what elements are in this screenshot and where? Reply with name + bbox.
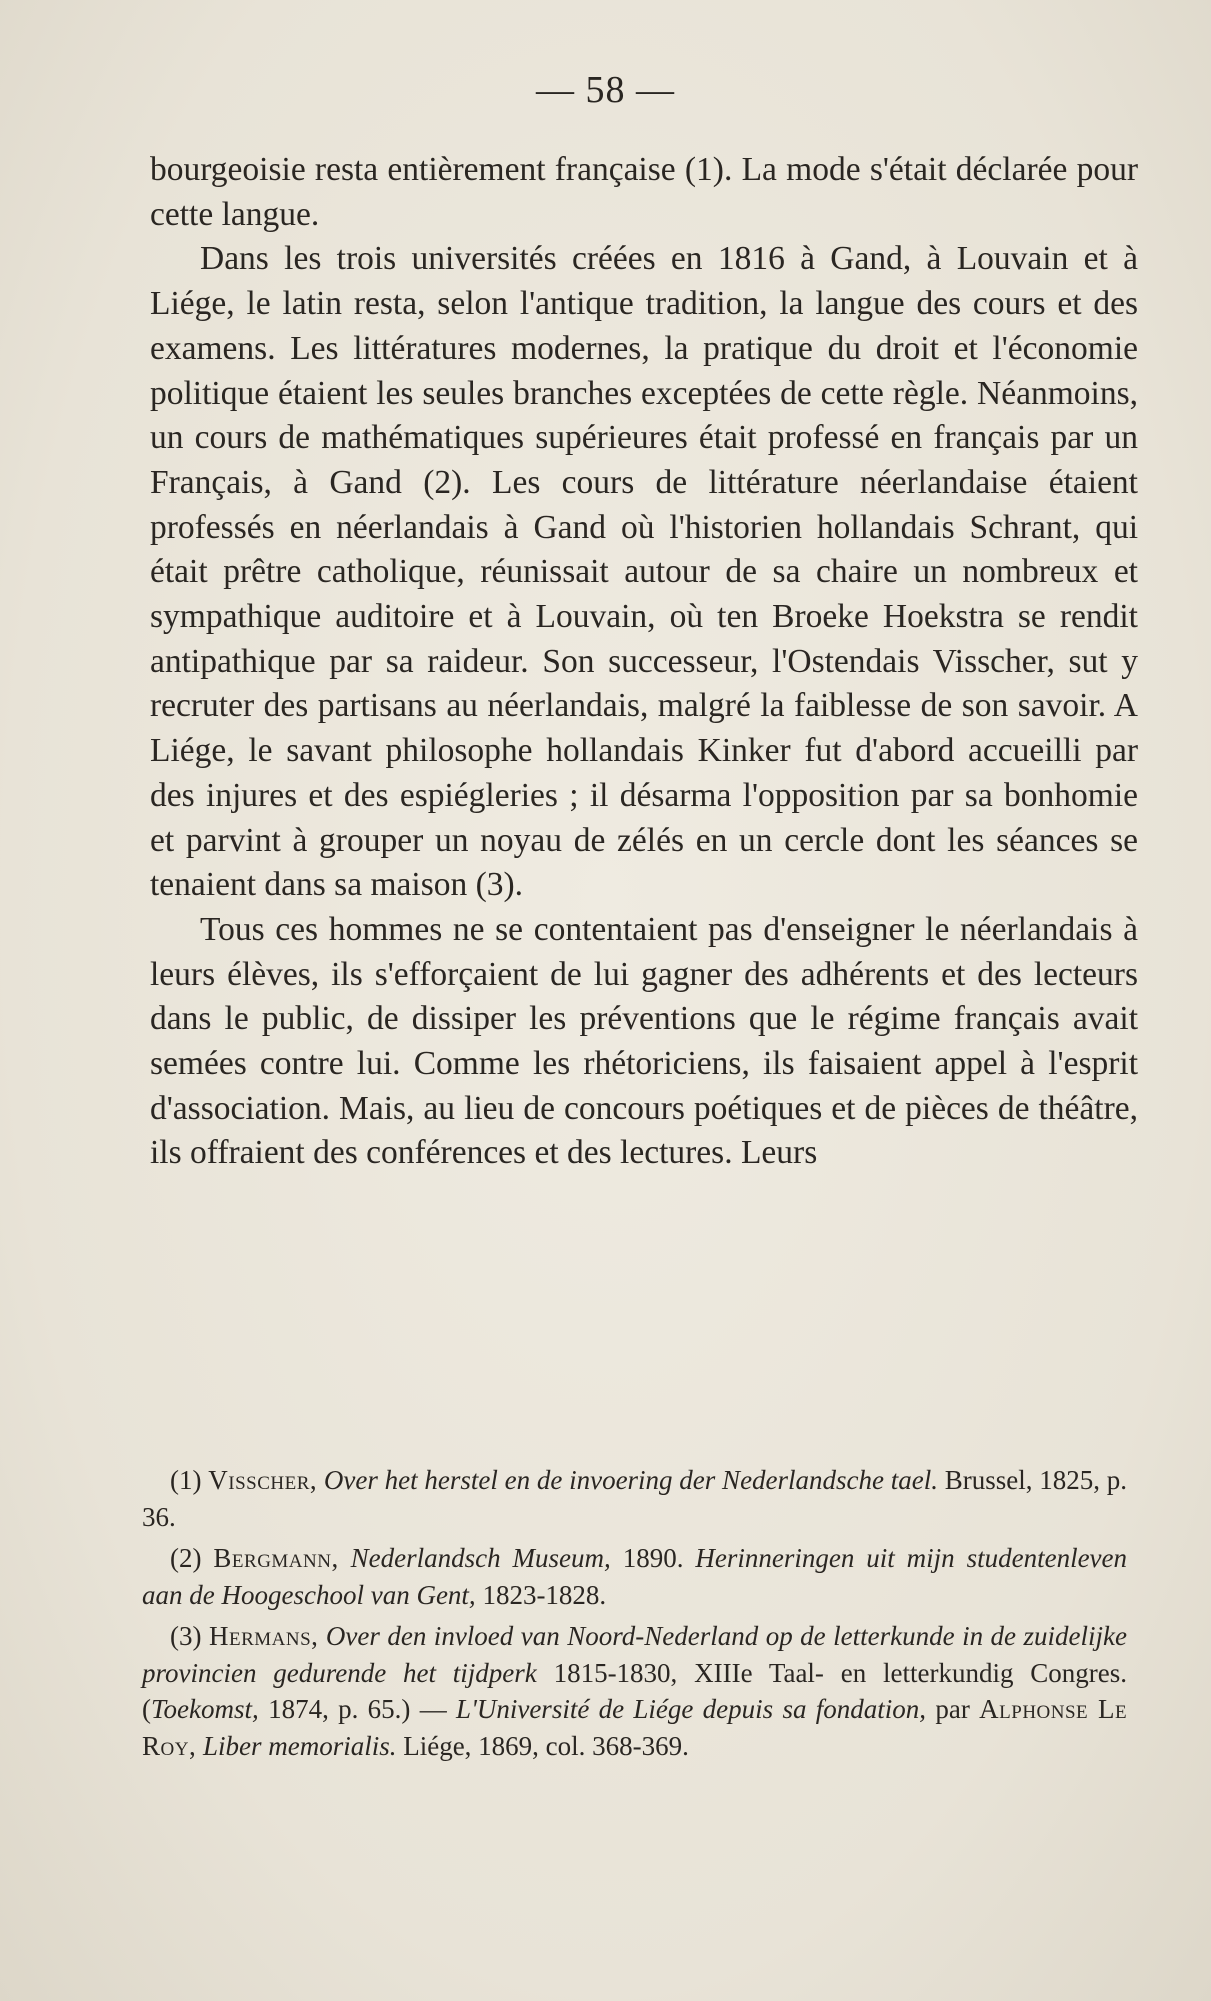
footnote-author: Visscher, (208, 1465, 318, 1495)
paragraph-1: bourgeoisie resta entièrement française (1). La mode s'était déclarée pour cette langue. (150, 151, 1138, 233)
footnote-by: par (935, 1694, 970, 1724)
page-number: — 58 — (536, 69, 675, 111)
paragraph-2: Dans les trois universités créées en 1816 à Gand, à Louvain et à Liége, le latin resta, selon l'antique tradition, la langue des cours et des examens. Les littératures modernes, la pratique du droit et l'économie politique étaient les seules branches exceptées de cette règle. Néanmoins, un cours de mathématiques supérieures était professé en français par un Français, à Gand (2). Les cours de littérature néerlandaise étaient professés en néerlandais à Gand où l'historien hollandais Schrant, qui était prêtre catholique, réunissait autour de sa chaire un nombreux et sympathique auditoire et à Louvain, où ten Broeke Hoekstra se rendit antipathique par sa raideur. Son successeur, l'Ostendais Visscher, sut y recruter des partisans au néerlandais, malgré la faiblesse de son savoir. A Liége, le savant philosophe hollandais Kinker fut d'abord accueilli par des injures et des espiégleries ; il désarma l'opposition par sa bonhomie et parvint à grouper un noyau de zélés en un cercle dont les séances se tenaient dans sa maison (3). (150, 240, 1138, 904)
footnote-details: 1890. (622, 1543, 684, 1573)
footnote-mark: (3) (170, 1621, 202, 1651)
footnote-title: Nederlandsch Museum, (350, 1543, 611, 1573)
footnote-title-2: L'Université de Liége depuis sa fondation, (456, 1694, 927, 1724)
footnote-1 (142, 1462, 1127, 1535)
main-text (150, 148, 1138, 1176)
footnote-details-3: Liége, 1869, col. 368-369. (403, 1730, 689, 1761)
footnote-mark: (2) (170, 1543, 202, 1573)
paragraph-3: Tous ces hommes ne se contentaient pas d'enseigner le néerlandais à leurs élèves, ils s'efforçaient de lui gagner des adhérents et des lecteurs dans le public, de dissiper les préventions que le régime français avait semées contre lui. Comme les rhétoriciens, ils faisaient appel à l'esprit d'association. Mais, au lieu de concours poétiques et de pièces de théâtre, ils offraient des conférences et des lectures. Leurs (150, 910, 1138, 1172)
footnote-source: Toekomst, (151, 1694, 259, 1724)
footnotes (142, 1462, 1127, 1769)
footnote-3 (142, 1618, 1127, 1764)
footnote-title: Over het herstel en de invoering der Nederlandsche tael. (323, 1465, 939, 1495)
footnote-author: Hermans, (208, 1621, 319, 1651)
footnote-details: Brussel, 1825, p. 36. (142, 1465, 1128, 1532)
footnote-author-2: Alphonse Le Roy, (142, 1694, 1128, 1761)
footnote-title-2: Herinneringen uit mijn studentenleven aan de Hoogeschool van Gent, (142, 1543, 1128, 1610)
footnote-details-2: 1874, p. 65.) — (268, 1694, 447, 1724)
footnote-mark: (1) (170, 1465, 202, 1495)
footnote-title-3: Liber memorialis. (202, 1730, 397, 1761)
footnote-2 (142, 1540, 1127, 1613)
footnote-author: Bergmann, (213, 1543, 339, 1573)
footnote-title: Over den invloed van Noord-Nederland op de letterkunde in de zuidelijke provincien gedurende het tijdperk (142, 1621, 1127, 1688)
footnote-details: 1815-1830, XIIIe Taal- en letterkundig Congres. ( (142, 1657, 1127, 1724)
footnote-details-2: 1823-1828. (482, 1579, 607, 1610)
